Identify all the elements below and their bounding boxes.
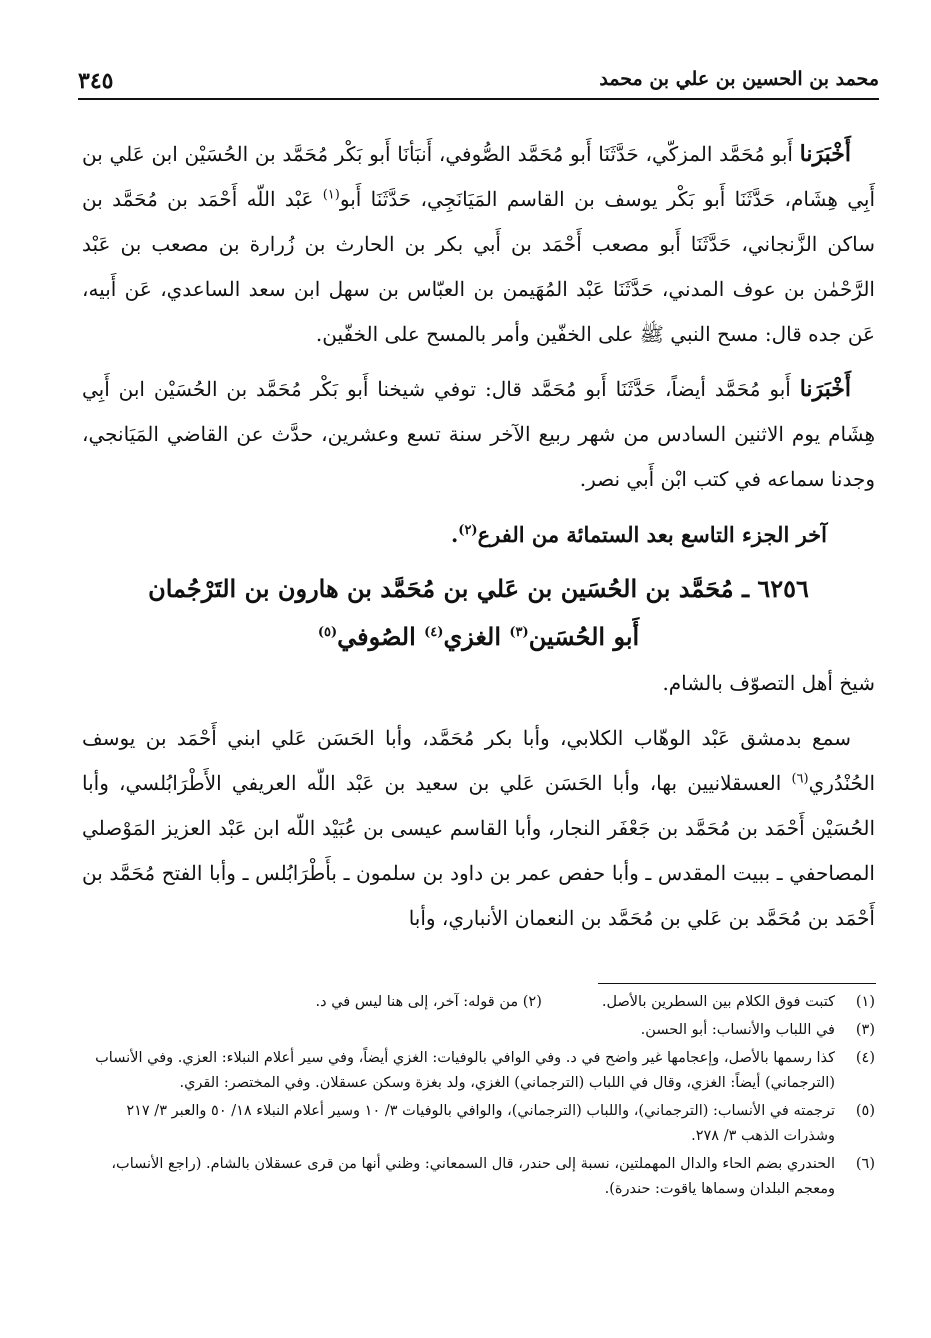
- entry-heading-line-2: [82, 613, 875, 661]
- running-title: محمد بن الحسين بن علي بن محمد: [599, 68, 879, 90]
- footnote-text: الحندري بضم الحاء والدال المهملتين، نسبة إلى حندر، قال السمعاني: وظني أنها من قرى عسقلان بالشام. (راجع الأنساب، ومعجم البلدان وسماها ياقوت: حندرة).: [111, 1156, 835, 1197]
- entry-heading-line-1: ٦٢٥٦ ـ مُحَمَّد بن الحُسَين بن عَلي بن مُحَمَّد بن هارون بن التَرْجُمان: [148, 574, 809, 603]
- footnote-ref: (٢): [458, 523, 478, 538]
- footnote-1: [82, 990, 875, 1015]
- header-rule: [78, 98, 879, 100]
- lead-word: أَخْبَرَنا: [799, 376, 852, 402]
- footnote-text: كتبت فوق الكلام بين السطرين بالأصل.: [601, 994, 835, 1010]
- footnote-number: (١): [855, 994, 875, 1010]
- paragraph-text-cont: عَبْد اللّه أَحْمَد بن مُحَمَّد بن ساكن الزَّنجاني، حَدَّثَنَا أَبو مصعب أَحْمَد بن أَبي بكر بن الحارث بن زُرارة بن مصعب بن عَبْد الرَّحْمٰن بن عوف المدني، حَدَّثَنَا عَبْد المُهَيمن بن العبّاس بن سهل ابن سعد الساعدي، عَن أَبيه، عَن جده قال: مسح النبي ﷺ على الخفّين وأمر بالمسح على الخفّين.: [82, 187, 875, 346]
- end-note-tail: .: [450, 522, 459, 547]
- entry-nisba: الغزي: [443, 622, 502, 651]
- main-text: [82, 132, 875, 941]
- entry-kunya: أَبو الحُسَين: [528, 622, 640, 651]
- footnote-ref: (٥): [317, 625, 338, 640]
- footnote-4: [82, 1046, 875, 1096]
- paragraph-text: أَبو مُحَمَّد المزكّي، حَدَّثَنَا أَبو مُحَمَّد الصُّوفي، أَنبَأنَا أَبو بَكْر مُحَمَّد بن الحُسَيْن ابن عَلي بن أَبِي هِشَام، حَدَّثَنَا أَبو بَكْر يوسف بن القاسم المَيَانَجِي، حَدَّثَنَا أَبو: [82, 142, 875, 211]
- running-header: [78, 60, 879, 100]
- paragraph-text: سمع بدمشق عَبْد الوهّاب الكلابي، وأبا بكر مُحَمَّد، وأبا الحَسَن عَلي ابني أَحْمَد بن يوسف الحُنْدُري: [82, 726, 875, 795]
- footnote-ref: (٤): [424, 625, 444, 640]
- footnote-number: (٢): [522, 994, 542, 1010]
- footnotes: [82, 990, 875, 1202]
- footnote-text: ترجمته في الأنساب: (الترجماني)، واللباب (الترجماني)، والوافي بالوفيات ٣/ ١٠ وسير أعلام النبلاء ١٨/ ٥٠ والعبر ٣/ ٢١٧ وشذرات الذهب ٣/ ٢٧٨.: [126, 1103, 835, 1144]
- part-end-note: [82, 512, 875, 557]
- footnote-rule: [598, 983, 876, 984]
- entry-laqab: الصُوفي: [337, 622, 416, 651]
- paragraph-text-cont: العسقلانيين بها، وأبا الحَسَن عَلي بن سعيد بن عَبْد اللّه العريفي الأَطْرَابُلسي، وأبا الحُسَيْن أَحْمَد بن مُحَمَّد بن جَعْفَر النجار، وأبا القاسم عيسى بن عُبَيْد اللّه ابن عَبْد العزيز المَوْصلي المصاحفي ـ ببيت المقدس ـ وأبا حفص عمر بن داود بن سلمون ـ بأَطْرَابُلس ـ وأبا الفتح مُحَمَّد بن أَحْمَد بن مُحَمَّد بن عَلي بن مُحَمَّد بن النعمان الأنباري، وأبا: [82, 771, 875, 930]
- footnote-text: كذا رسمها بالأصل، وإعجامها غير واضح في د. وفي الوافي بالوفيات: الغزي أيضاً، وفي سير أعلام النبلاء: العزي. وفي الأنساب (الترجماني) أيضاً: الغزي، وقال في اللباب (الترجماني) الغزي، ولد بغزة وسكن عسقلان. وفي المختصر: القري.: [95, 1050, 835, 1091]
- footnote-number: (٣): [855, 1022, 875, 1038]
- death-paragraph: [82, 367, 875, 502]
- footnote-text: من قوله: آخر، إلى هنا ليس في د.: [315, 994, 519, 1010]
- lead-word: أَخْبَرَنا: [799, 141, 851, 167]
- footnote-5: [82, 1099, 875, 1149]
- footnote-ref: (٣): [509, 625, 529, 640]
- footnote-ref: (١): [322, 187, 340, 203]
- footnote-text: في اللباب والأنساب: أبو الحسن.: [640, 1022, 835, 1038]
- entry-intro: شيخ أهل التصوّف بالشام.: [662, 671, 875, 695]
- footnote-6: [82, 1152, 875, 1202]
- page-number: ٣٤٥: [78, 68, 114, 94]
- paragraph-text: أَبو مُحَمَّد أيضاً، حَدَّثَنَا أَبو مُحَمَّد قال: توفي شيخنا أَبو بَكْر مُحَمَّد بن الحُسَيْن ابن أَبِي هِشَام يوم الاثنين السادس من شهر ربيع الآخر سنة تسع وعشرين، حدَّث عن القاضي المَيَانجي، وجدنا سماعه في كتب ابْن أَبي نصر.: [82, 377, 875, 491]
- sama-paragraph: [82, 716, 875, 941]
- footnote-number: (٦): [855, 1156, 875, 1172]
- footnote-3: [82, 1018, 875, 1043]
- biography-entry-heading: [82, 565, 875, 661]
- footnote-number: (٤): [855, 1050, 875, 1066]
- footnote-number: (٥): [855, 1103, 875, 1119]
- hadith-paragraph: [82, 132, 875, 357]
- footnote-ref: (٦): [791, 771, 809, 787]
- end-note-text: آخر الجزء التاسع بعد الستمائة من الفرع: [477, 522, 827, 547]
